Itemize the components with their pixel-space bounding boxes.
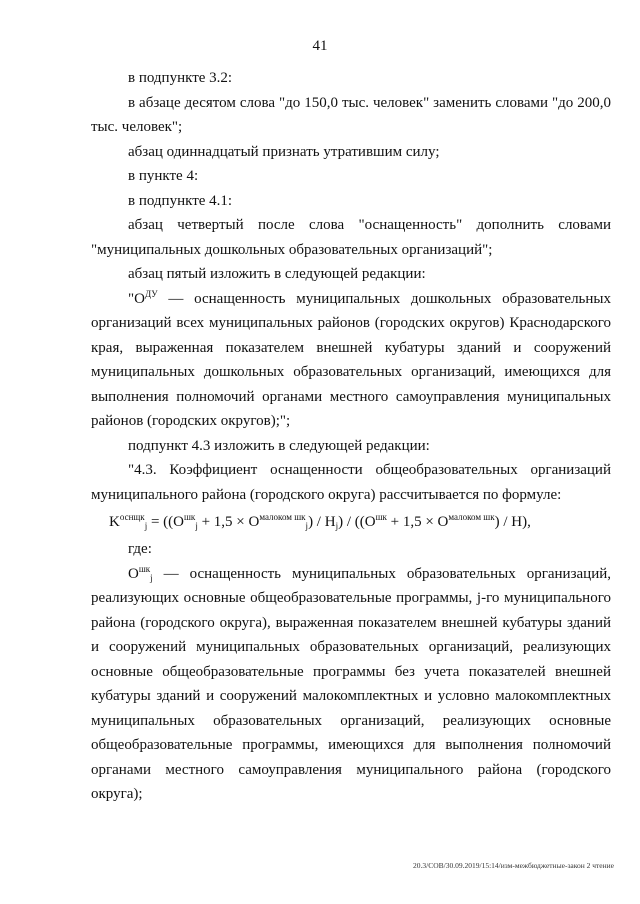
formula-part: + 1,5 × O [386,514,449,530]
formula-k-sup: оснщк [119,512,145,522]
formula-sup: малоком шк [448,512,495,522]
formula-sup: шк [184,512,196,522]
paragraph: в подпункте 3.2: [128,70,233,86]
paragraph: в подпункте 4.1: [128,192,233,209]
paragraph: абзац пятый изложить в следующей редакции: [128,266,426,282]
paragraph: абзац одиннадцатый признать утратившим силу; [128,143,440,160]
paragraph: абзац четвертый после слова "оснащенность" дополнить словами "муниципальных дошкольных образовательных организаций"; [91,217,611,258]
formula-part: ) / ((O [338,514,376,530]
formula-sup: малоком шк [259,512,306,522]
formula-part: = ((O [147,514,184,530]
paragraph-definition-odu [91,287,611,434]
formula-sub: j [305,521,309,531]
paragraph: в абзаце десятом слова "до 150,0 тыс. человек" заменить словами "до 200,0 тыс. человек"; [91,94,611,135]
quote-symbol: "О [128,290,145,307]
paragraph: в пункте 4: [128,168,199,184]
superscript: ДУ [144,288,158,299]
formula-part: ) / H), [494,514,531,530]
formula-part: ) / H [308,514,336,530]
page-number: 41 [312,38,328,54]
paragraph: подпункт 4.3 изложить в следующей редакции: [128,437,430,454]
formula-sup: шк [375,512,387,522]
paragraph: где: [128,541,152,557]
definition-text: — оснащенность муниципальных образовательных организаций, реализующих основные общеобразовательные программы, j-го муниципального района (городского округа), выраженная показателем внешней кубатуры зданий и сооружений муниципальных образовательных организаций, реализующих основные общеобразовательные программы без учета показателей внешней кубатуры зданий и сооружений малокомплектных и условно малокомплектных муниципальных образовательных организаций, реализующих основные общеобразовательные программы, имеющихся для выполнения полномочий органами местного самоуправления муниципального района (городского округа); [91,565,611,802]
paragraph: "4.3. Коэффициент оснащенности общеобразовательных организаций муниципального района (городского округа) рассчитывается по формуле: [91,462,611,503]
formula-part: + 1,5 × O [197,514,260,530]
symbol-o-sup: шк [138,563,151,574]
paragraph-definition-oshk [91,562,611,807]
formula-k: K [109,514,120,530]
formula-k-sub: j [144,521,148,531]
definition-text: — оснащенность муниципальных дошкольных образовательных организаций всех муниципальных районов (городских округов) Краснодарского края, выраженная показателем внешней кубатуры зданий и сооружений муниципальных дошкольных образовательных организаций, имеющихся для выполнения полномочий органами местного самоуправления муниципальных районов (городских округов);"; [91,290,611,429]
footer-document-code: 20.3/СОВ/30.09.2019/15:14/изм-межбюджетные-закон 2 чтение [413,861,614,870]
symbol-o-sub: j [150,572,153,583]
formula [91,507,611,537]
formula-sub: j [335,521,339,531]
formula-sub: j [195,521,198,531]
document-body [91,66,611,807]
symbol-o: O [128,565,139,582]
